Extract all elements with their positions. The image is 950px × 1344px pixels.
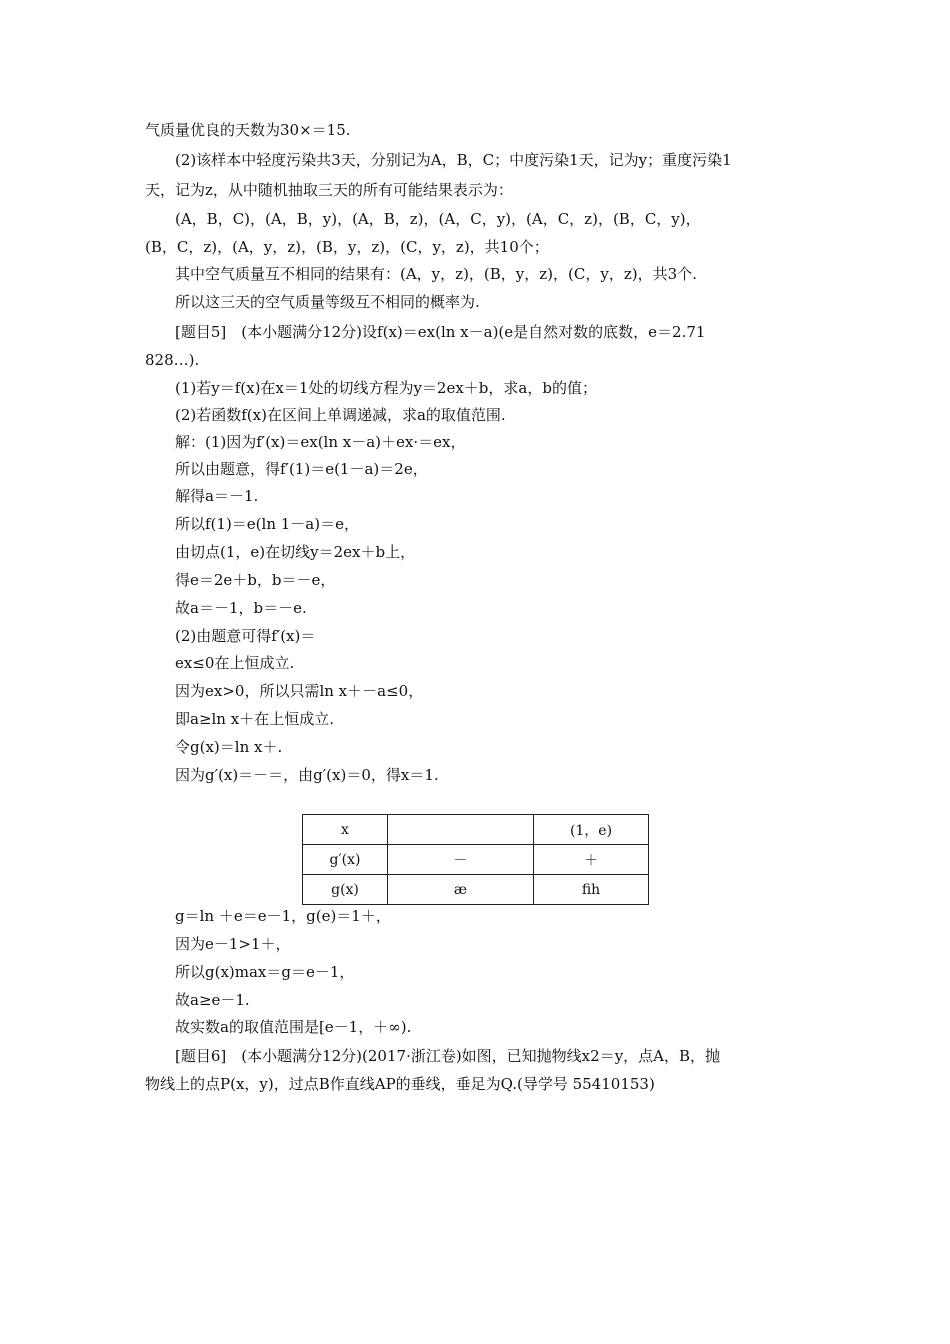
text-line: (2)该样本中轻度污染共3天，分别记为A，B，C；中度污染1天，记为y；重度污染1 (175, 151, 732, 169)
text-line: 因为g′(x)＝－＝，由g′(x)＝0，得x＝1. (175, 766, 439, 784)
text-line: (B，C，z)，(A，y，z)，(B，y，z)，(C，y，z)，共10个； (145, 238, 549, 256)
text-line: 天，记为z，从中随机抽取三天的所有可能结果表示为： (145, 181, 513, 199)
table-cell: æ (388, 875, 534, 905)
text-line: (2)由题意可得f′(x)＝ (175, 627, 316, 645)
text-line: 因为ex>0，所以只需ln x＋－a≤0， (175, 682, 424, 700)
table-cell: ＋ (534, 845, 649, 875)
monotonicity-table (302, 814, 649, 905)
table-row (303, 845, 649, 875)
table-row (303, 875, 649, 905)
text-line: 故a≥e－1. (175, 991, 250, 1009)
text-line: 所以这三天的空气质量等级互不相同的概率为. (175, 293, 480, 311)
table-row (303, 815, 649, 845)
table-cell: g′(x) (303, 845, 388, 875)
text-line: ex≤0在上恒成立. (175, 654, 295, 672)
text-line: 828…). (145, 351, 200, 369)
text-line: 所以f(1)＝e(ln 1－a)＝e， (175, 515, 359, 533)
text-line: 解：(1)因为f′(x)＝ex(ln x－a)＋ex·＝ex， (175, 433, 466, 451)
text-line: 故a＝－1，b＝－e. (175, 599, 307, 617)
text-line: 物线上的点P(x，y)，过点B作直线AP的垂线，垂足为Q.(导学号 55410153) (145, 1075, 655, 1093)
text-line: 其中空气质量互不相同的结果有：(A，y，z)，(B，y，z)，(C，y，z)，共3个. (175, 265, 697, 283)
text-line: (1)若y＝f(x)在x＝1处的切线方程为y＝2ex＋b，求a，b的值； (175, 379, 597, 397)
text-line: 所以由题意，得f′(1)＝e(1－a)＝2e， (175, 460, 428, 478)
problem-6-heading: [题目6] (本小题满分12分)(2017·浙江卷)如图，已知抛物线x2＝y，点A，B，抛 (175, 1047, 721, 1065)
table-cell: － (388, 845, 534, 875)
text-line: 所以g(x)max＝g＝e－1， (175, 963, 355, 981)
text-line: 故实数a的取值范围是[e－1，＋∞). (175, 1018, 412, 1036)
text-line: 得e＝2e＋b，b＝－e， (175, 571, 336, 589)
text-line: (2)若函数f(x)在区间上单调递减，求a的取值范围. (175, 406, 506, 424)
text-line: 即a≥ln x＋在上恒成立. (175, 710, 334, 728)
table-cell: ﬁh (534, 875, 649, 905)
text-line: (A，B，C)，(A，B，y)，(A，B，z)，(A，C，y)，(A，C，z)，(B，C，y)， (175, 210, 701, 228)
problem-5-heading: [题目5] (本小题满分12分)设f(x)＝ex(ln x－a)(e是自然对数的底数，e＝2.71 (175, 323, 706, 341)
table-cell: x (303, 815, 388, 845)
text-line: g＝ln ＋e＝e－1，g(e)＝1＋， (175, 907, 391, 925)
table-cell (388, 815, 534, 845)
text-line: 气质量优良的天数为30×＝15. (145, 121, 351, 139)
text-line: 令g(x)＝ln x＋. (175, 738, 283, 756)
text-line: 由切点(1，e)在切线y＝2ex＋b上， (175, 543, 416, 561)
text-line: 解得a＝－1. (175, 487, 259, 505)
table-cell: g(x) (303, 875, 388, 905)
text-line: 因为e－1>1＋， (175, 935, 291, 953)
table-cell: (1，e) (534, 815, 649, 845)
